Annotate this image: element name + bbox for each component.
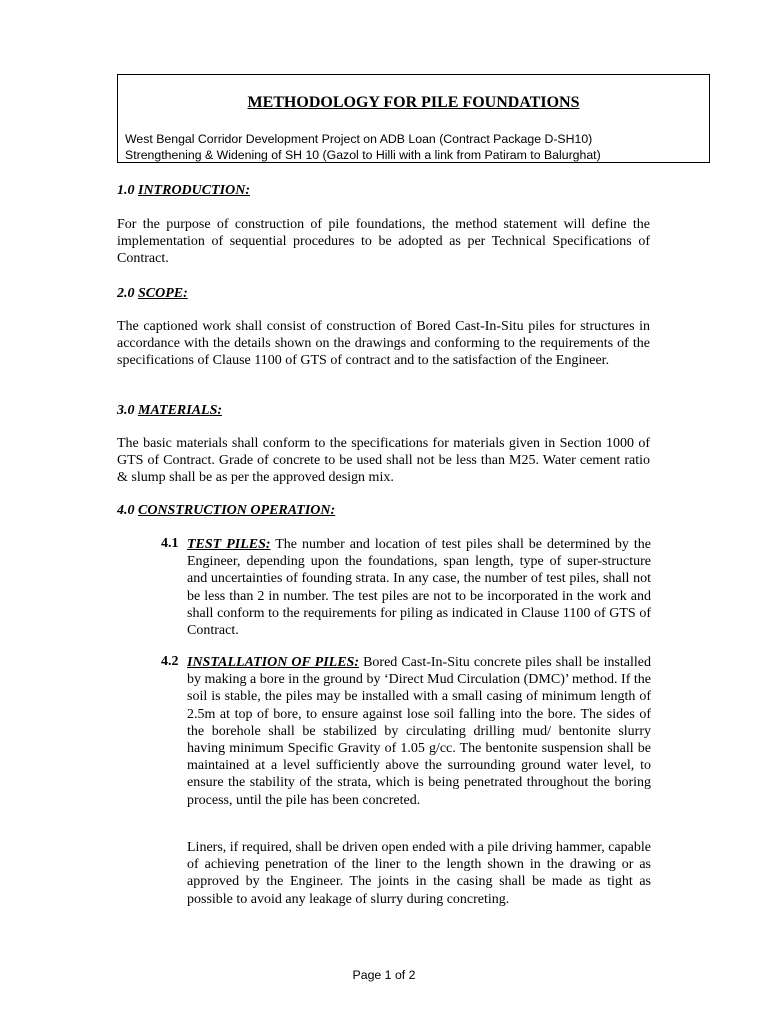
project-line-1: West Bengal Corridor Development Project on ADB Loan (Contract Package D-SH10) — [125, 132, 593, 146]
installation-paragraph — [187, 654, 651, 809]
subsection-number-test-piles: 4.1 — [161, 536, 179, 551]
section-number: 4.0 — [117, 503, 135, 518]
document-header-box — [117, 74, 710, 163]
section-title: CONSTRUCTION OPERATION: — [138, 503, 336, 518]
section-title: MATERIALS: — [138, 403, 223, 418]
section-heading-construction — [117, 503, 335, 519]
section-title: INTRODUCTION: — [138, 183, 250, 198]
section-number: 2.0 — [117, 286, 135, 301]
section-number: 3.0 — [117, 403, 135, 418]
subsection-number-installation: 4.2 — [161, 654, 179, 669]
installation-text: Bored Cast-In-Situ concrete piles shall be installed by making a bore in the ground by ‘Direct Mud Circulation (DMC)’ method. If the soil is stable, the piles may be installed with a small casing of minimum length of 2.5m at top of bore, to ensure against lose soil falling into the bore. The sides of the borehole shall be stabilized by circulating drilling mud/ bentonite slurry having minimum Specific Gravity of 1.05 g/cc. The bentonite suspension shall be maintained at a level sufficiently above the surrounding ground water level, to ensure the stability of the strata, which is being penetrated throughout the boring process, until the pile has been concreted. — [187, 655, 652, 808]
page-number-footer: Page 1 of 2 — [352, 968, 416, 982]
scope-paragraph: The captioned work shall consist of construction of Bored Cast-In-Situ piles for structures in accordance with the details shown on the drawings and conforming to the requirements of the specifications of Clause 1100 of GTS of contract and to the satisfaction of the Engineer. — [117, 319, 650, 369]
section-heading-introduction — [117, 183, 250, 199]
subsection-title-installation: INSTALLATION OF PILES: — [187, 655, 359, 670]
section-title: SCOPE: — [138, 286, 188, 301]
subsection-title-test-piles: TEST PILES: — [187, 537, 271, 552]
section-number: 1.0 — [117, 183, 135, 198]
liners-paragraph: Liners, if required, shall be driven open ended with a pile driving hammer, capable of achieving penetration of the liner to the length shown in the drawing or as approved by the Engineer. The joints in the casing shall be made as tight as possible to avoid any leakage of slurry during concreting. — [187, 840, 651, 907]
section-heading-materials — [117, 403, 222, 419]
section-heading-scope — [117, 286, 188, 302]
project-line-2: Strengthening & Widening of SH 10 (Gazol to Hilli with a link from Patiram to Balurghat) — [125, 148, 601, 162]
test-piles-text: The number and location of test piles shall be determined by the Engineer, depending upon the foundations, span length, type of super-structure and uncertainties of founding strata. In any case, the number of test piles, shall not be less than 2 in number. The test piles are not to be incorporated in the work and shall conform to the requirements for piling as indicated in Clause 1100 of GTS of Contract. — [187, 537, 651, 639]
document-title: METHODOLOGY FOR PILE FOUNDATIONS — [247, 94, 580, 111]
test-piles-paragraph — [187, 536, 651, 639]
materials-paragraph: The basic materials shall conform to the specifications for materials given in Section 1000 of GTS of Contract. Grade of concrete to be used shall not be less than M25. Water cement ratio & slump shall be as per the approved design mix. — [117, 436, 650, 486]
introduction-paragraph: For the purpose of construction of pile foundations, the method statement will define the implementation of sequential procedures to be adopted as per Technical Specifications of Contract. — [117, 217, 650, 267]
